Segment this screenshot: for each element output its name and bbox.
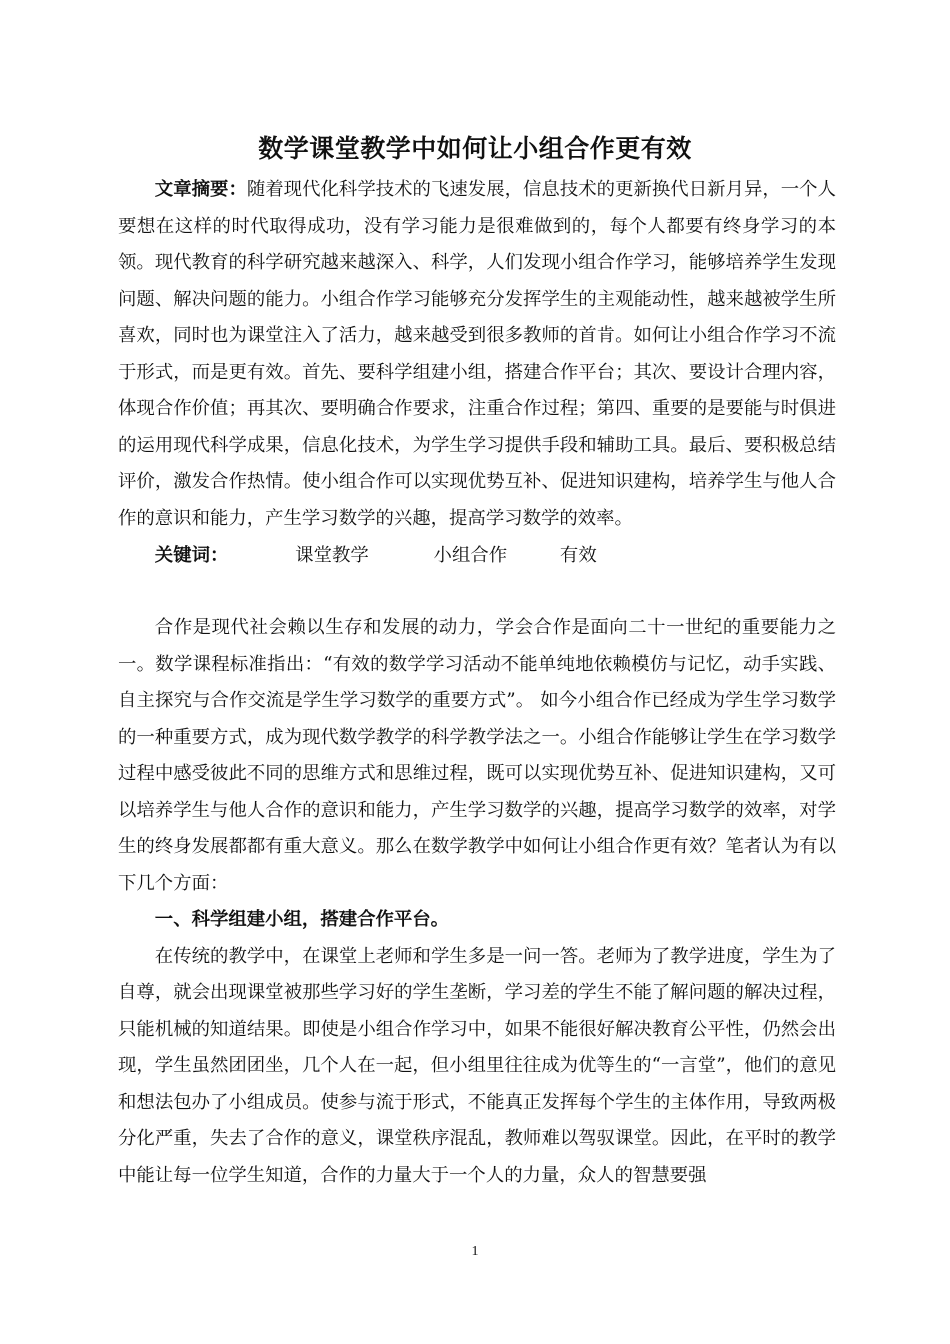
body-section <box>118 610 836 1194</box>
abstract-label: 文章摘要： <box>154 179 247 200</box>
keyword-item: 有效 <box>559 545 597 566</box>
abstract-paragraph <box>118 172 836 537</box>
keywords-label: 关键词： <box>154 545 229 566</box>
body-paragraph: 在传统的教学中，在课堂上老师和学生多是一问一答。老师为了教学进度，学生为了自尊，就会出现课堂被那些学习好的学生垄断，学习差的学生不能了解问题的解决过程，只能机械的知道结果。即使是小组合作学习中，如果不能很好解决教育公平性，仍然会出现，学生虽然团团坐，几个人在一起，但小组里往往成为优等生的“一言堂”，他们的意见和想法包办了小组成员。使参与流于形式，不能真正发挥每个学生的主体作用，导致两极分化严重，失去了合作的意义，课堂秩序混乱，教师难以驾驭课堂。因此，在平时的教学中能让每一位学生知道，合作的力量大于一个人的力量，众人的智慧要强 <box>118 945 836 1186</box>
section-heading: 一、科学组建小组，搭建合作平台。 <box>154 909 450 930</box>
abstract-section <box>118 172 836 537</box>
keywords-section <box>118 538 836 575</box>
keywords-line <box>118 538 836 575</box>
keyword-item: 小组合作 <box>433 545 508 566</box>
abstract-text: 随着现代化科学技术的飞速发展，信息技术的更新换代日新月异，一个人要想在这样的时代取得成功，没有学习能力是很难做到的，每个人都要有终身学习的本领。现代教育的科学研究越来越深入、科学，人们发现小组合作学习，能够培养学生发现问题、解决问题的能力。小组合作学习能够充分发挥学生的主观能动性，越来越被学生所喜欢，同时也为课堂注入了活力，越来越受到很多教师的首肯。如何让小组合作学习不流于形式，而是更有效。首先、要科学组建小组，搭建合作平台；其次、要设计合理内容，体现合作价值；再其次、要明确合作要求，注重合作过程；第四、重要的是要能与时俱进的运用现代科学成果，信息化技术，为学生学习提供手段和辅助工具。最后、要积极总结评价，激发合作热情。使小组合作可以实现优势互补、促进知识建构，培养学生与他人合作的意识和能力，产生学习数学的兴趣，提高学习数学的效率。 <box>118 179 836 529</box>
page-number: 1 <box>471 1244 479 1259</box>
document-title: 数学课堂教学中如何让小组合作更有效 <box>258 134 692 163</box>
body-paragraph: 合作是现代社会赖以生存和发展的动力，学会合作是面向二十一世纪的重要能力之一。数学课程标准指出：“有效的数学学习活动不能单纯地依赖模仿与记忆，动手实践、自主探究与合作交流是学生学习数学的重要方式”。 如今小组合作已经成为学生学习数学的一种重要方式，成为现代数学教学的科学教学法之一。小组合作能够让学生在学习数学过程中感受彼此不同的思维方式和思维过程，既可以实现优势互补、促进知识建构，又可以培养学生与他人合作的意识和能力，产生学习数学的兴趣，提高学习数学的效率，对学生的终身发展都都有重大意义。那么在数学教学中如何让小组合作更有效？笔者认为有以下几个方面： <box>118 617 836 894</box>
keyword-item: 课堂教学 <box>295 545 369 566</box>
